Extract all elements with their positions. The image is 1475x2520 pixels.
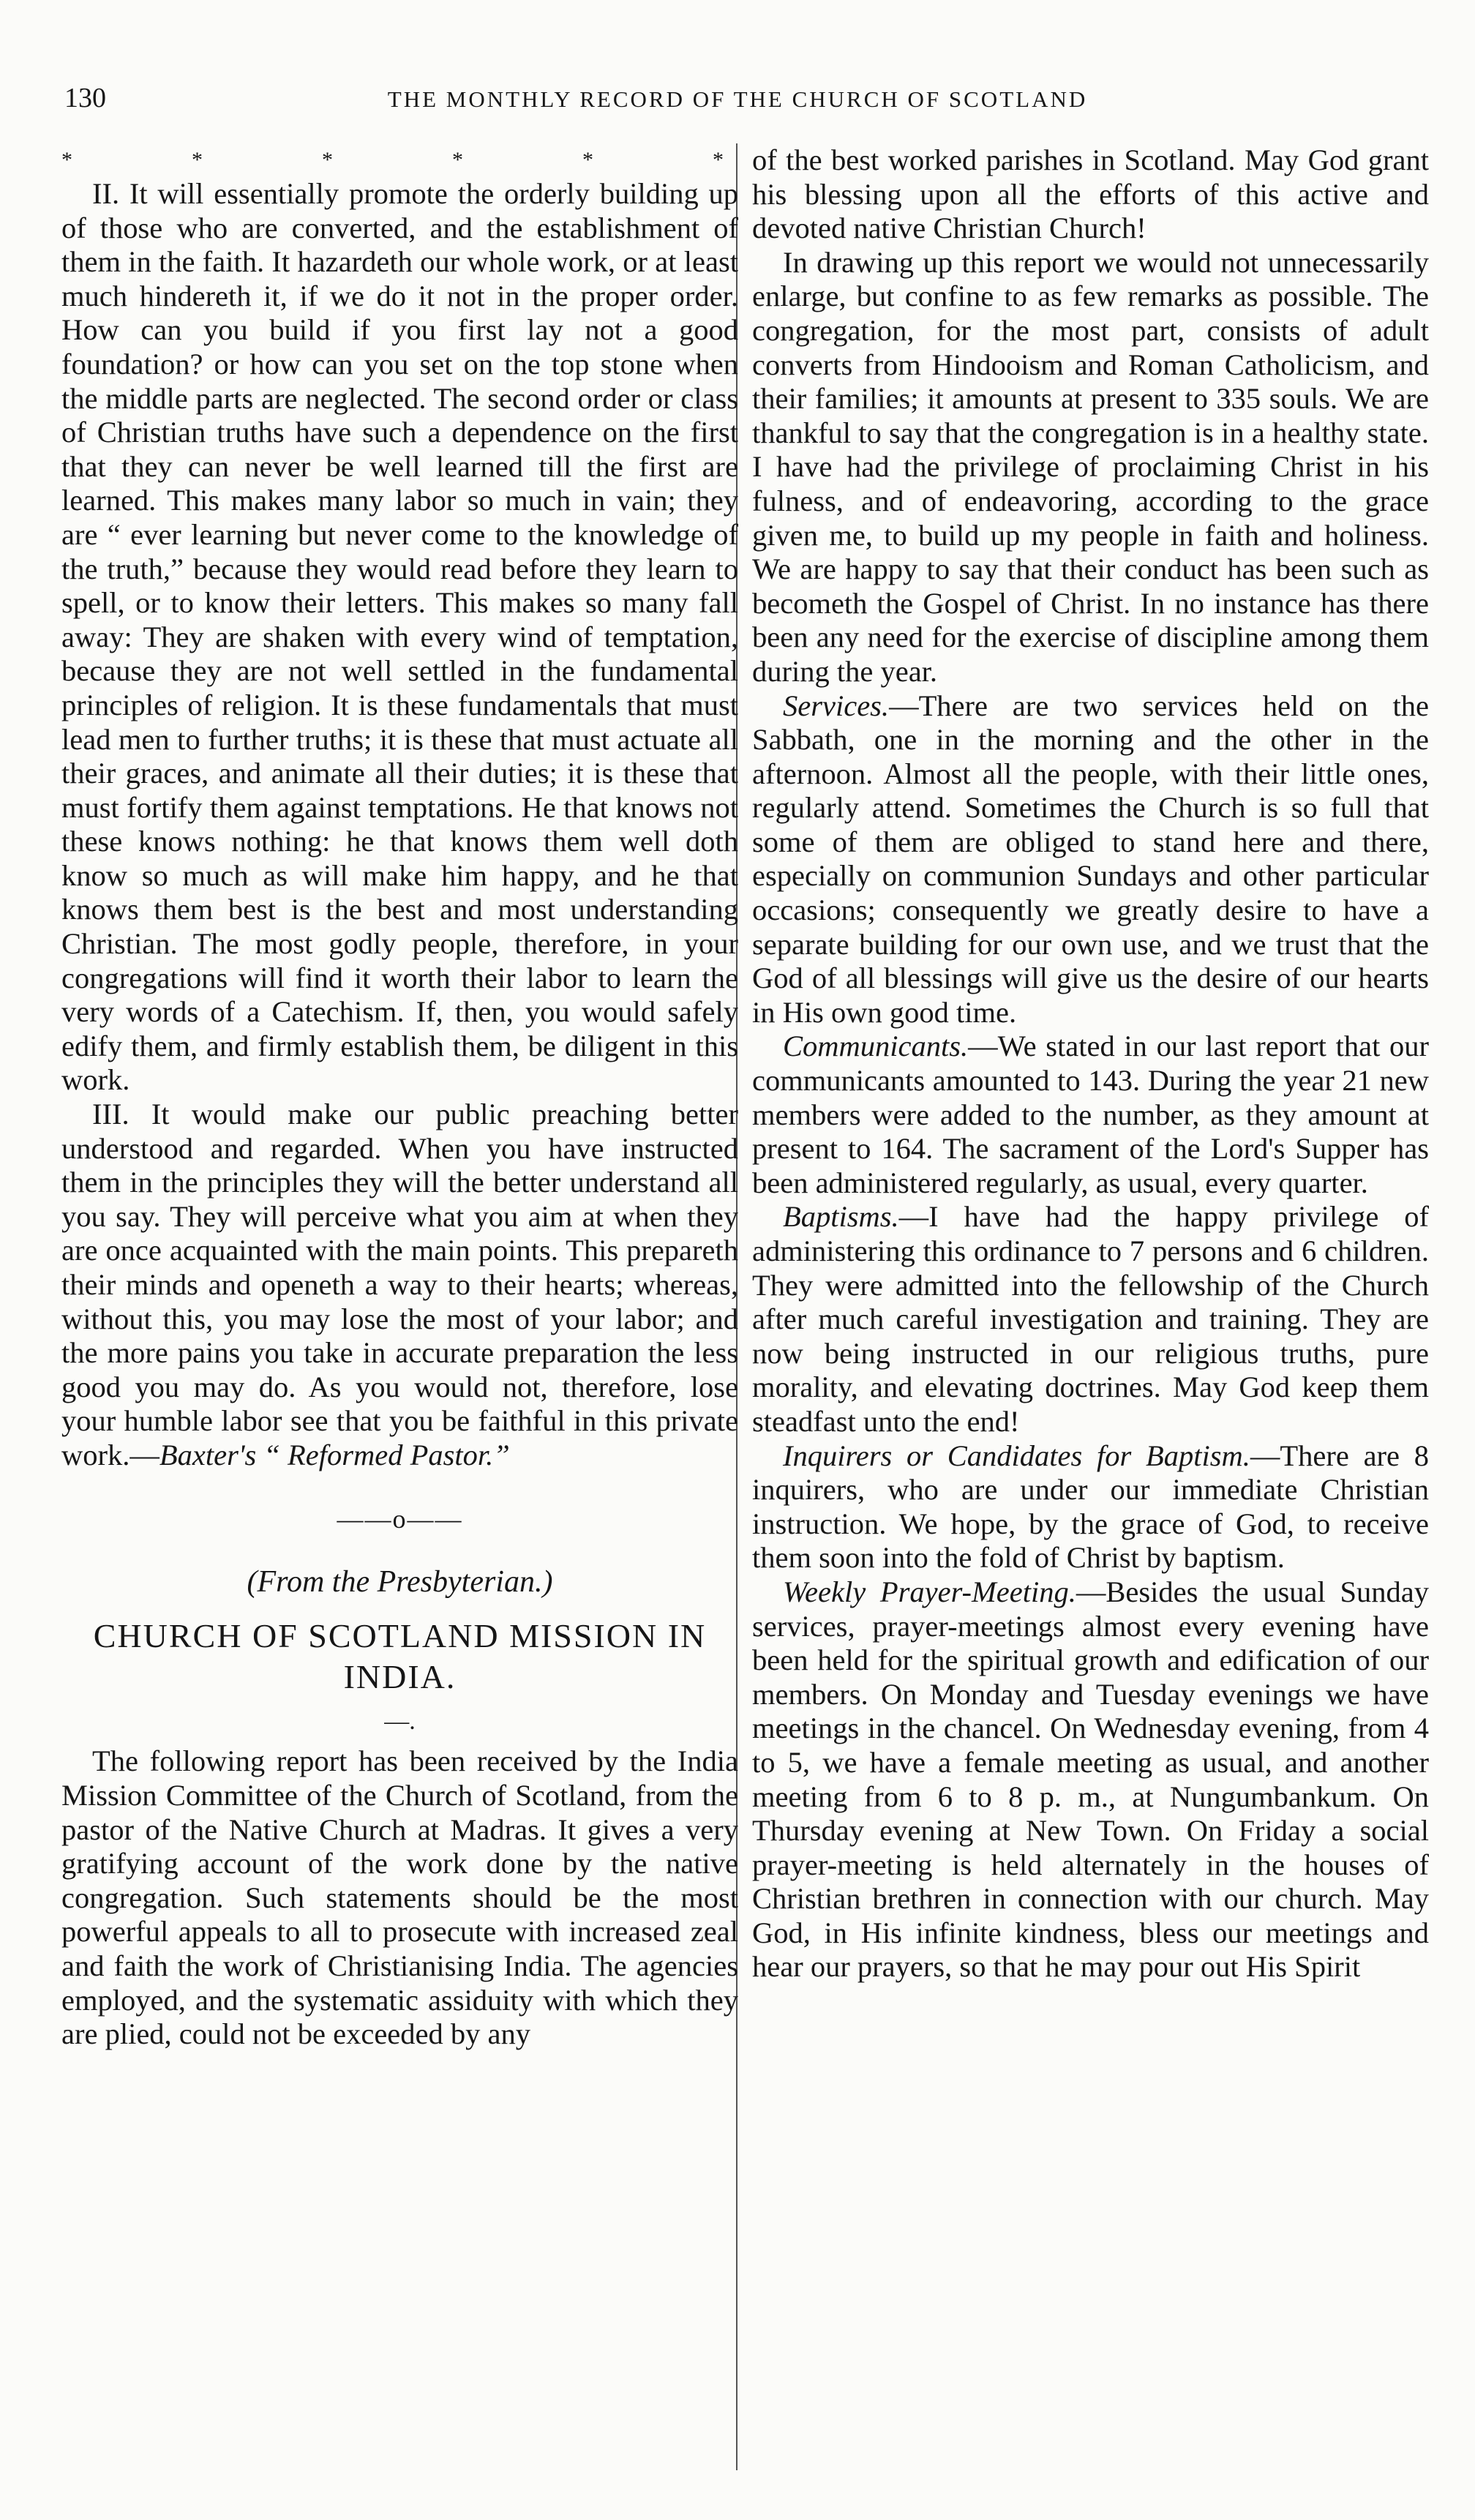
communicants-text: —We stated in our last report that our communicants amounted to 143. During the year 21 new members were added to the number, as they amount at present to 164. The sacrament of the Lord's Supper has been administered regularly, as usual, every quarter. (752, 1030, 1429, 1199)
services-paragraph (752, 689, 1429, 1030)
inquirers-text: —There are 8 inquirers, who are under our immediate Christian instruction. We hope, by the grace of God, to receive them soon into the fold of Christ by baptism. (752, 1439, 1429, 1575)
source-credit: (From the Presbyterian.) (247, 1565, 553, 1600)
paragraph-point-three (61, 1098, 738, 1473)
services-text: —There are two services held on the Sabbath, one in the morning and the other in the afternoon. Almost all the people, with their little ones, regularly attend. Sometimes the Church is so full that some of them are obliged to stand here and there, especially on communion Sundays and other particular occasions; consequently we greatly desire to have a separate building for our own use, and we trust that the God of all blessings will give us the desire of our hearts in His own good time. (752, 689, 1429, 1029)
running-head (44, 82, 1431, 117)
prayer-meeting-heading: Weekly Prayer-Meeting. (783, 1575, 1076, 1608)
baxter-attribution: Baxter's “ Reformed Pastor.” (159, 1438, 510, 1471)
communicants-paragraph (752, 1030, 1429, 1200)
communicants-heading: Communicants. (783, 1030, 969, 1063)
prayer-meeting-text: —Besides the usual Sunday services, prayer-meetings almost every evening have been held for the spiritual growth and edification of our members. On Monday and Tuesday evenings we have meetings in the chancel. On Wednesday evening, from 4 to 5, we have a female meeting as usual, and another meeting from 6 to 8 p. m., at Nungumbankum. On Thursday evening at New Town. On Friday a social prayer-meeting is held alternately in the houses of Christian brethren in connection with our church. May God, in His infinite kindness, bless our meetings and hear our prayers, so that he may pour out His Spirit (752, 1575, 1429, 1984)
left-column (61, 143, 738, 2052)
services-heading: Services. (783, 689, 890, 722)
report-paragraph: In drawing up this report we would not unnecessarily enlarge, but confine to as few remarks as possible. The congregation, for the most part, consists of adult converts from Hindooism and Roman Catholicism, and their families; it amounts at present to 335 souls. We are thankful to say that the congregation is in a healthy state. I have had the privilege of proclaiming Christ in his fulness, and of endeavoring, according to the grace given me, to build up my people in faith and holiness. We are happy to say that their conduct has been such as becometh the Gospel of Christ. In no instance has there been any need for the exercise of discipline among them during the year. (752, 245, 1429, 688)
inquirers-heading: Inquirers or Candidates for Baptism. (783, 1439, 1250, 1472)
baptisms-heading: Baptisms. (783, 1200, 899, 1234)
heading-dash: —. (384, 1707, 416, 1735)
right-column (752, 143, 1429, 1984)
paragraph-point-three-text: III. It would make our public preaching better understood and regarded. When you have instructed them in the principles they will the better understand all you say. They will perceive what you aim at when they are once acquainted with the main points. This prepareth their minds and openeth a way to their hearts; whereas, without this, you may lose the most of your labor; and the more pains you take in accurate preparation the less good you may do. As you would not, therefore, lose your humble labor see that you be faithful in this private work.— (61, 1098, 738, 1471)
baptisms-paragraph (752, 1200, 1429, 1439)
section-break-stars: * * * * * * (61, 148, 724, 172)
continued-paragraph: of the best worked parishes in Scotland. May God grant his blessing upon all the efforts of this active and devoted native Christian Church! (752, 143, 1429, 245)
inquirers-paragraph (752, 1439, 1429, 1575)
running-title: THE MONTHLY RECORD OF THE CHURCH OF SCOTLAND (387, 86, 1088, 112)
article-separator: ——o—— (337, 1504, 463, 1534)
article-intro-paragraph: The following report has been received by the India Mission Committee of the Church of Scotland, from the pastor of the Native Church at Madras. It gives a very gratifying account of the work done by the native congregation. Such statements should be the most powerful appeals to all to prosecute with increased zeal and faith the work of Christianising India. The agencies employed, and the systematic assiduity with which they are plied, could not be exceeded by any (61, 1744, 738, 2051)
baptisms-text: —I have had the happy privilege of administering this ordinance to 7 persons and 6 children. They were admitted into the fellowship of the Church after much careful investigation and training. They are now being instructed in our religious truths, pure morality, and elevating doctrines. May God keep them steadfast unto the end! (752, 1200, 1429, 1438)
article-heading: CHURCH OF SCOTLAND MISSION IN INDIA. (93, 1616, 707, 1695)
paragraph-point-two: II. It will essentially promote the orderly building up of those who are converted, and the establishment of them in the faith. It hazardeth our whole work, or at least much hindereth it, if we do it not in the proper order. How can you build if you first lay not a good foundation? or how can you set on the top stone when the middle parts are neglected. The second order or class of Christian truths have such a dependence on the first that they can never be well learned till the first are learned. This makes many labor so much in vain; they are “ ever learning but never come to the knowledge of the truth,” because they would read before they learn to spell, or to know their letters. This makes so many fall away: They are shaken with every wind of temptation, because they are not well settled in the fundamental principles of religion. It is these fundamentals that must lead men to further truths; it is these that must actuate all their graces, and animate all their duties; it is these that must fortify them against temptations. He that knows not these knows nothing: he that knows them well doth know so much as will make him happy, and he that knows them best is the best and most understanding Christian. The most godly people, therefore, in your congregations will find it worth their labor to learn the very words of a Catechism. If, then, you would safely edify them, and firmly establish them, be diligent in this work. (61, 177, 738, 1097)
page-number: 130 (64, 83, 106, 113)
prayer-meeting-paragraph (752, 1575, 1429, 1984)
